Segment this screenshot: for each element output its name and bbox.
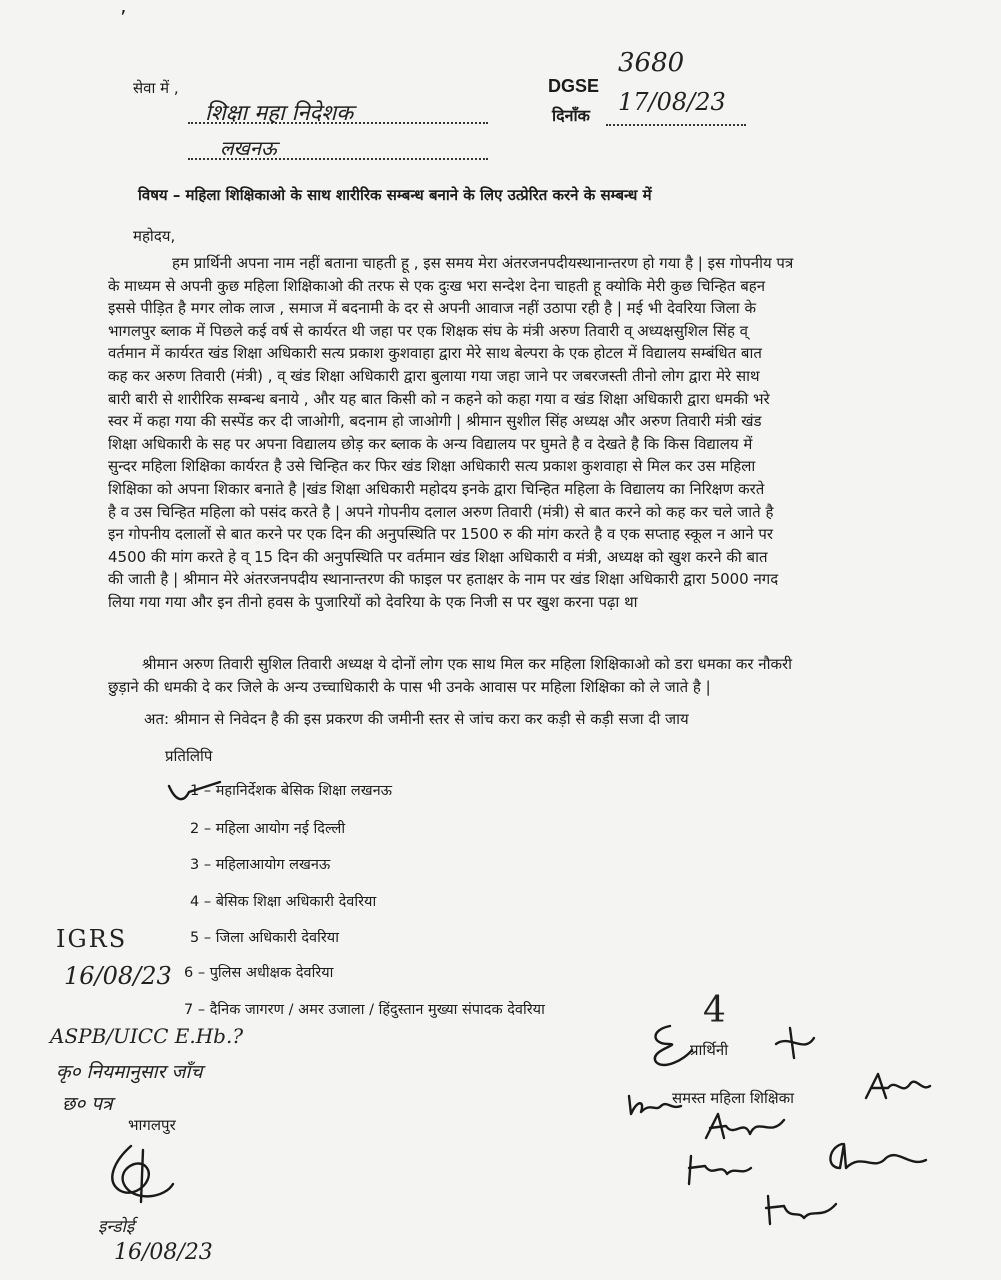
copy-item: 1 – महानिर्देशक बेसिक शिक्षा लखनऊ	[190, 783, 393, 799]
igrs-date: 16/08/23	[64, 962, 172, 990]
p1-line: भागलपुर ब्लाक में पिछले कई वर्ष से कार्यरत थी जहा पर एक शिक्षक संघ के मंत्री अरुण तिवारी व् अध्यक्षसुशिल सिंह व्	[108, 321, 749, 340]
signature-scribble	[762, 1190, 842, 1230]
copy-item: 6 – पुलिस अधीक्षक देवरिया	[184, 965, 334, 981]
sign-date: 16/08/23	[114, 1240, 213, 1265]
p1-line: है व उस चिन्हित महिला को पसंद करते है | अपने गोपनीय दलाल अरुण तिवारी (मंत्री) से बात करने को कह कर चले जाते है	[108, 502, 774, 521]
body-paragraph-1	[108, 252, 908, 614]
dgse-stamp	[548, 48, 768, 128]
signature-scribble	[685, 1148, 755, 1188]
dgse-label: DGSE	[548, 76, 600, 96]
p2-line: श्रीमान अरुण तिवारी सुशिल तिवारी अध्यक्ष ये दोनों लोग एक साथ मिल कर महिला शिक्षिकाओ को डरा धमका कर नौकरी	[142, 655, 793, 673]
forward-code: ASPB/UICC E.Hb.?	[50, 1024, 244, 1048]
p1-line: की जाती है | श्रीमान मेरे अंतरजनपदीय स्थानान्तरण की फाइल पर हताक्षर के नाम पर खंड शिक्षा अधिकारी द्वारा 5000 नगद	[108, 570, 779, 589]
subject-line: विषय – महिला शिक्षिकाओ के साथ शारीरिक सम्बन्ध बनाने के लिए उत्प्रेरित करने के सम्बन्ध में	[138, 186, 652, 204]
p2-line: छुड़ाने की धमकी दे कर जिले के अन्य उच्चाधिकारी के पास भी उनके आवास पर महिला शिक्षिका को ले जाते है |	[108, 677, 711, 696]
p1-line: इन गोपनीय दलालों से बात करने पर एक दिन की अनुपस्थिति पर 1500 रु की मांग करते है व एक सप्ताह स्कूल न आने पर	[108, 525, 774, 544]
p1-line: के माध्यम से अपनी कुछ महिला शिक्षिकाओ की तरफ से एक दुःख भरा सन्देश देना चाहती हू क्योकि मेरी कुछ चिन्हित बहन	[108, 276, 766, 295]
forward-note-line-2: छ० पत्र	[62, 1093, 113, 1115]
p1-line: इससे पीड़ित है मगर लोक लाज , समाज में बदनामी के दर से अपनी आवाज नहीं उठापा रही है | मई भी देवरिया जिला के	[108, 299, 756, 318]
p1-line: 4500 की मांग करते हे व् 15 दिन की अनुपस्थिति पर वर्तमान खंड शिक्षा अधिकारी व मंत्री, अध्यक्ष को खुश करने की बात	[108, 547, 768, 566]
signature-number: 4	[703, 990, 726, 1031]
officer-signature	[95, 1140, 185, 1210]
p1-line: लिया गया गया और इन तीनो हवस के पुजारियों को देवरिया के एक निजी स पर खुश करना पढ़ा था	[108, 592, 638, 611]
p1-line: हम प्रार्थिनी अपना नाम नहीं बताना चाहती हू , इस समय मेरा अंतरजनपदीयस्थानान्तरण हो गया है | इस गोपनीय पत्र	[172, 254, 794, 272]
signature-scribble	[822, 1138, 932, 1178]
copies-heading: प्रतिलिपि	[165, 747, 213, 765]
copy-item: 5 – जिला अधिकारी देवरिया	[190, 930, 339, 946]
block-name: भागलपुर	[128, 1116, 176, 1134]
greeting: महोदय,	[133, 227, 176, 245]
date-value: 17/08/23	[618, 88, 726, 116]
p1-line: सुन्दर महिला शिक्षिका कार्यरत है उसे चिन्हित कर फिर खंड शिक्षा अधिकारी सत्य प्रकाश कुशवाहा से मिल कर उस महिला	[108, 457, 756, 476]
body-paragraph-2	[108, 653, 908, 698]
signature-scribble	[625, 1090, 685, 1120]
recipient-title: शिक्षा महा निदेशक	[205, 101, 354, 126]
igrs-note: IGRS	[56, 925, 128, 953]
dgse-number: 3680	[618, 48, 685, 78]
signature-scribble	[700, 1108, 790, 1148]
group-label: समस्त महिला शिक्षिका	[672, 1089, 795, 1107]
officer-initial: इन्डोई	[98, 1217, 135, 1237]
p1-line: शिक्षा अधिकारी के सह पर अपना विद्यालय छोड़ कर ब्लाक के अन्य विद्यालय पर घुमते है व देखते है कि किस विद्यालय में	[108, 434, 753, 453]
p1-line: कह कर अरुण तिवारी (मंत्री) , व् खंड शिक्षा अधिकारी द्वारा बुलाया गया जहा जाने पर जबरजस्ती तीनो लोग द्वारा मेरे साथ	[108, 366, 760, 385]
top-mark: ’	[120, 6, 127, 30]
p1-line: शिक्षिका को अपना शिकार बनाते है |खंड शिक्षा अधिकारी महोदय इनके द्वारा चिन्हित महिला के विद्यालय का निरिक्षण करते	[108, 479, 765, 498]
copy-item: 4 – बेसिक शिक्षा अधिकारी देवरिया	[190, 894, 377, 910]
salutation-to: सेवा में ,	[133, 79, 179, 97]
copy-item: 2 – महिला आयोग नई दिल्ली	[190, 821, 346, 837]
date-label: दिनाँक	[552, 106, 590, 125]
check-mark-icon	[165, 778, 225, 808]
signature-scribble	[770, 1024, 820, 1064]
forward-note-line-1: कृ० नियमानुसार जाँच	[56, 1061, 203, 1083]
p1-line: स्वर में कहा गया की सस्पेंड कर दी जाओगी, बदनाम हो जाओगी | श्रीमान सुशील सिंह अध्यक्ष और अरुण तिवारी मंत्री खंड	[108, 412, 762, 431]
applicant-label: प्रार्थिनी	[690, 1041, 729, 1059]
copy-item: 7 – दैनिक जागरण / अमर उजाला / हिंदुस्तान मुख्या संपादक देवरिया	[184, 1002, 545, 1018]
p1-line: बारी बारी से शारीरिक सम्बन्ध बनाये , और यह बात किसी को न कहने को कहा गया व खंड शिक्षा अधिकारी द्वारा धमकी भरे	[108, 389, 770, 408]
signature-scribble	[862, 1068, 932, 1108]
recipient-city: लखनऊ	[220, 136, 277, 160]
p1-line: वर्तमान में कार्यरत खंड शिक्षा अधिकारी सत्य प्रकाश कुशवाहा द्वारा मेरे साथ बेल्परा के एक होटल में विद्यालय सम्बंधित बात	[108, 344, 762, 363]
copy-item: 3 – महिलाआयोग लखनऊ	[190, 857, 331, 873]
request-line: अत: श्रीमान से निवेदन है की इस प्रकरण की जमीनी स्तर से जांच करा कर कड़ी से कड़ी सजा दी जाय	[144, 710, 689, 728]
